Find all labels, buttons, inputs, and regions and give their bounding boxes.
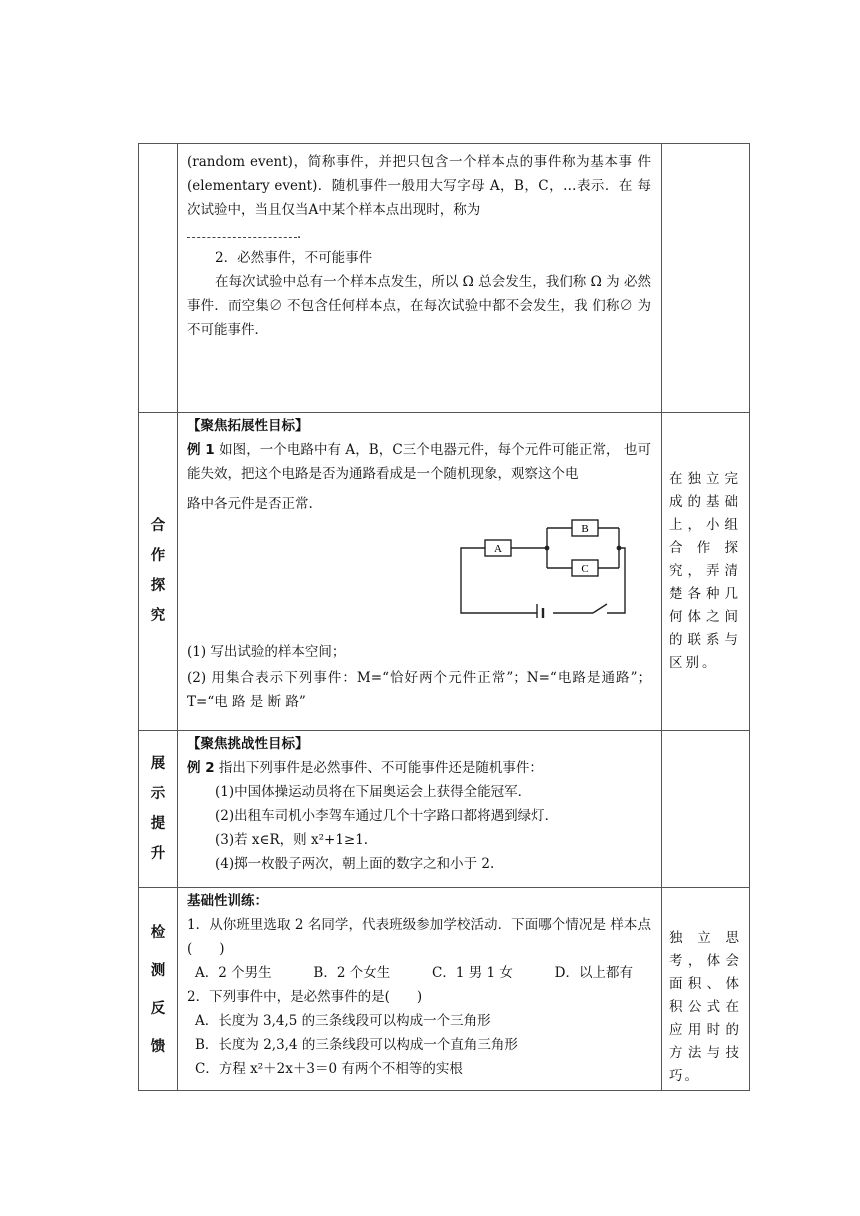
option: D．以上都有 — [554, 965, 633, 981]
lesson-table — [138, 143, 750, 1091]
show-label — [139, 730, 177, 887]
label-char: 检 — [150, 924, 166, 941]
fill-blank[interactable] — [187, 223, 297, 238]
cooperate-note: 在独立完成的基础上，小组合作探究，弄清楚各种几何体之间的联系与区别。 — [669, 470, 741, 671]
test-label — [139, 887, 177, 1092]
show-row — [139, 730, 749, 887]
cooperate-note-cell — [661, 412, 749, 730]
option: A．2 个男生 — [195, 965, 272, 981]
option: B．2 个女生 — [313, 965, 391, 981]
test-note-cell — [661, 887, 749, 1092]
label-char: 反 — [150, 1000, 166, 1017]
option: C．1 男 1 女 — [431, 965, 513, 981]
concept-text: (random event)，简称事件，并把只包含一个样本点的事件称为基本事 件(elementary event)．随机事件一般用大写字母 A，B，C，…表示．在 每次试验中，当且仅当A中某个样本点出现时，称为 — [187, 154, 651, 218]
concept-row — [139, 144, 749, 412]
test-row — [139, 887, 749, 1092]
example-2-item: (3)若 x∈R，则 x²+1≥1. — [215, 832, 369, 848]
test-question-1: 1．从你班里选取 2 名同学，代表班级参加学校活动．下面哪个情况是 样本点( ) — [187, 917, 651, 957]
junction-dot — [617, 546, 622, 551]
label-char: 探 — [150, 578, 166, 594]
cooperate-label — [139, 412, 177, 730]
question-1: (1) 写出试验的样本空间； — [187, 644, 346, 660]
component-b-label: B — [581, 523, 589, 535]
label-char: 究 — [150, 608, 166, 624]
example-2-item: (4)掷一枚骰子两次，朝上面的数字之和小于 2. — [215, 856, 495, 872]
option: A．长度为 3,4,5 的三条线段可以构成一个三角形 — [195, 1013, 491, 1029]
switch-lever — [593, 604, 607, 613]
example-1-label: 例 1 — [187, 442, 215, 458]
label-char: 示 — [150, 785, 166, 802]
cooperate-heading: 【聚焦拓展性目标】 — [187, 418, 309, 434]
label-char: 升 — [150, 845, 166, 862]
option: B．长度为 2,3,4 的三条线段可以构成一个直角三角形 — [195, 1037, 518, 1053]
test-heading: 基础性训练： — [187, 893, 268, 909]
test-content — [177, 887, 661, 1092]
label-char: 作 — [150, 548, 166, 564]
option: C．方程 x²＋2x＋3＝0 有两个不相等的实根 — [195, 1061, 463, 1077]
example-2-label: 例 2 — [187, 760, 215, 776]
example-1-continued: 路中各元件是否正常. — [187, 496, 313, 512]
concept-heading-2: 2．必然事件，不可能事件 — [215, 250, 373, 266]
example-2-text: 指出下列事件是必然事件、不可能事件还是随机事件： — [218, 760, 543, 776]
component-a-label: A — [494, 543, 502, 555]
circuit-diagram — [457, 516, 629, 618]
label-char: 测 — [150, 962, 166, 979]
show-heading: 【聚焦挑战性目标】 — [187, 736, 309, 752]
circuit-wire — [461, 548, 537, 613]
cooperate-row — [139, 412, 749, 730]
concept-paragraph — [187, 150, 651, 222]
concept-blank-line — [187, 222, 651, 246]
blank-period: ． — [297, 226, 311, 242]
label-char: 展 — [150, 755, 166, 772]
test-question-1-options — [187, 961, 651, 985]
example-2 — [187, 756, 651, 780]
example-2-item: (1)中国体操运动员将在下届奥运会上获得全能冠军． — [215, 784, 532, 800]
concept-content — [177, 144, 661, 412]
example-1 — [187, 438, 651, 486]
component-c-label: C — [581, 563, 589, 575]
test-question-2: 2．下列事件中，是必然事件的是( ) — [187, 989, 423, 1005]
test-note: 独立思考，体会面积、体积公式在应用时的方法与技巧。 — [669, 930, 741, 1084]
example-2-item: (2)出租车司机小李驾车通过几个十字路口都将遇到绿灯． — [215, 808, 559, 824]
label-char: 提 — [150, 815, 166, 832]
concept-paragraph-2: 在每次试验中总有一个样本点发生，所以 Ω 总会发生，我们称 Ω 为 必然事件．而空集∅ 不包含任何样本点，在每次试验中都不会发生，我 们称∅ 为不可能事件． — [187, 274, 651, 338]
example-1-text: 如图，一个电路中有 A，B，C三个电器元件，每个元件可能正常， 也可能失效，把这个电路是否为通路看成是一个随机现象，观察这个电 — [187, 442, 652, 482]
show-content — [177, 730, 661, 887]
question-2: (2) 用集合表示下列事件：M=“恰好两个元件正常”；N=“电路是通路”；T=“电 路 是 断 路” — [187, 670, 651, 710]
circuit-wire — [607, 548, 625, 613]
label-char: 馈 — [150, 1038, 166, 1055]
junction-dot — [545, 546, 550, 551]
label-char: 合 — [150, 518, 166, 534]
